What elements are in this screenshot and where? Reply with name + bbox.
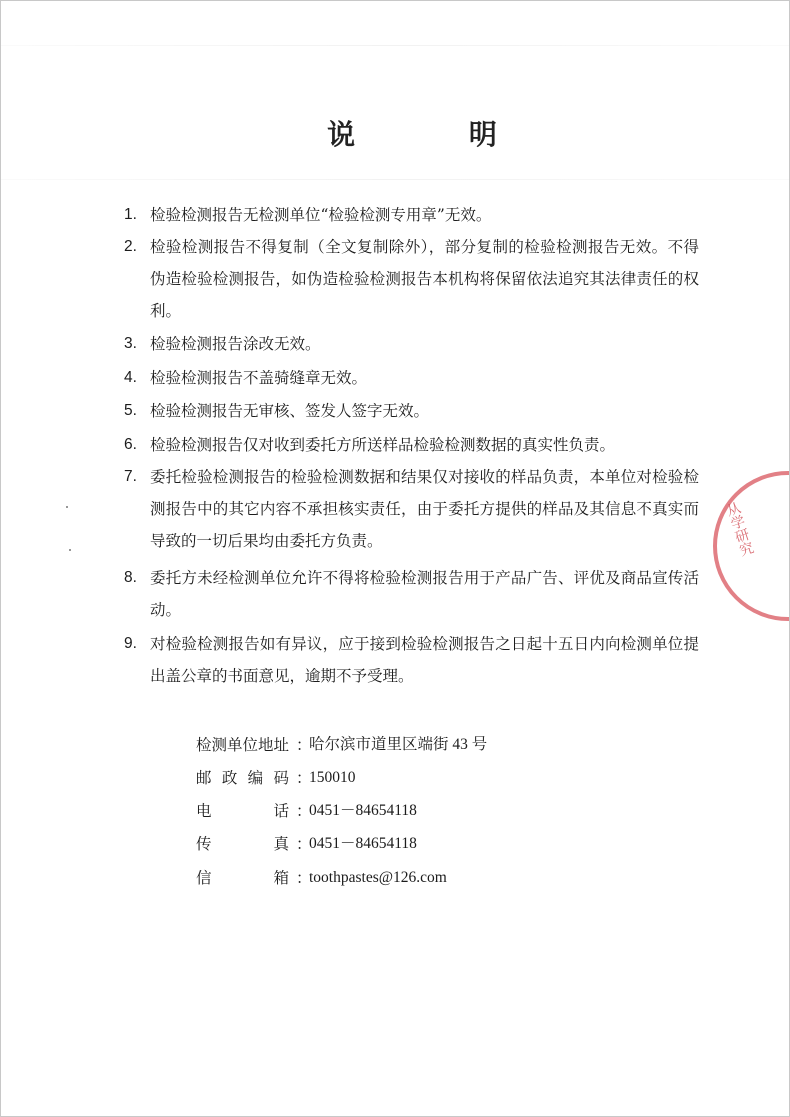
page-title: 说 明 bbox=[327, 118, 549, 151]
contact-label: 电话 bbox=[196, 802, 289, 820]
contact-value: 0451－84654118 bbox=[309, 802, 417, 819]
item-number: 1. bbox=[124, 206, 137, 223]
item-number: 8. bbox=[124, 569, 137, 586]
scan-speck bbox=[66, 506, 68, 508]
list-item bbox=[124, 231, 699, 327]
item-text: 检验检测报告仅对收到委托方所送样品检验检测数据的真实性负责。 bbox=[150, 436, 616, 454]
item-text: 对检验检测报告如有异议，应于接到检验检测报告之日起十五日内向检测单位提出盖公章的书面意见，逾期不予受理。 bbox=[150, 635, 699, 685]
list-item bbox=[124, 461, 699, 557]
contact-separator: ： bbox=[296, 835, 312, 853]
item-number: 5. bbox=[124, 402, 137, 419]
contact-label: 信箱 bbox=[196, 869, 289, 887]
contact-label: 传真 bbox=[196, 835, 289, 853]
item-number: 6. bbox=[124, 436, 137, 453]
item-text: 委托检验检测报告的检验检测数据和结果仅对接收的样品负责，本单位对检验检测报告中的其它内容不承担核实责任，由于委托方提供的样品及其信息不真实而导致的一切后果均由委托方负责。 bbox=[150, 468, 699, 550]
scan-speck bbox=[69, 549, 71, 551]
contact-separator: ： bbox=[296, 736, 312, 754]
list-item bbox=[124, 628, 699, 692]
item-text: 检验检测报告不盖骑缝章无效。 bbox=[150, 369, 368, 387]
contact-separator: ： bbox=[296, 802, 312, 820]
item-text: 委托方未经检测单位允许不得将检验检测报告用于产品广告、评优及商品宣传活动。 bbox=[150, 569, 699, 619]
list-item bbox=[124, 429, 699, 461]
item-number: 3. bbox=[124, 335, 137, 352]
list-item bbox=[124, 362, 699, 394]
contact-separator: ： bbox=[296, 869, 312, 887]
scan-artifact bbox=[1, 179, 790, 180]
contact-label: 检测单位地址 bbox=[196, 736, 290, 754]
item-number: 2. bbox=[124, 238, 137, 255]
contact-separator: ： bbox=[296, 769, 312, 787]
item-number: 7. bbox=[124, 468, 137, 485]
contact-value: 哈尔滨市道里区端街 43 号 bbox=[309, 736, 488, 753]
item-number: 4. bbox=[124, 369, 137, 386]
list-item bbox=[124, 328, 699, 360]
item-text: 检验检测报告涂改无效。 bbox=[150, 335, 321, 353]
item-number: 9. bbox=[124, 635, 137, 652]
contact-value: toothpastes@126.com bbox=[309, 869, 447, 886]
contact-value: 150010 bbox=[309, 769, 356, 786]
list-item bbox=[124, 199, 699, 231]
list-item bbox=[124, 395, 699, 427]
scan-artifact bbox=[1, 45, 790, 46]
item-text: 检验检测报告无审核、签发人签字无效。 bbox=[150, 402, 430, 420]
item-text: 检验检测报告无检测单位“检验检测专用章”无效。 bbox=[150, 206, 492, 224]
contact-label: 邮政编码 bbox=[196, 769, 289, 787]
contact-value: 0451－84654118 bbox=[309, 835, 417, 852]
seal-lettering: 从学研究 bbox=[722, 499, 756, 559]
list-item bbox=[124, 562, 699, 626]
item-text: 检验检测报告不得复制（全文复制除外），部分复制的检验检测报告无效。不得伪造检验检测报告，如伪造检验检测报告本机构将保留依法追究其法律责任的权利。 bbox=[150, 238, 699, 320]
